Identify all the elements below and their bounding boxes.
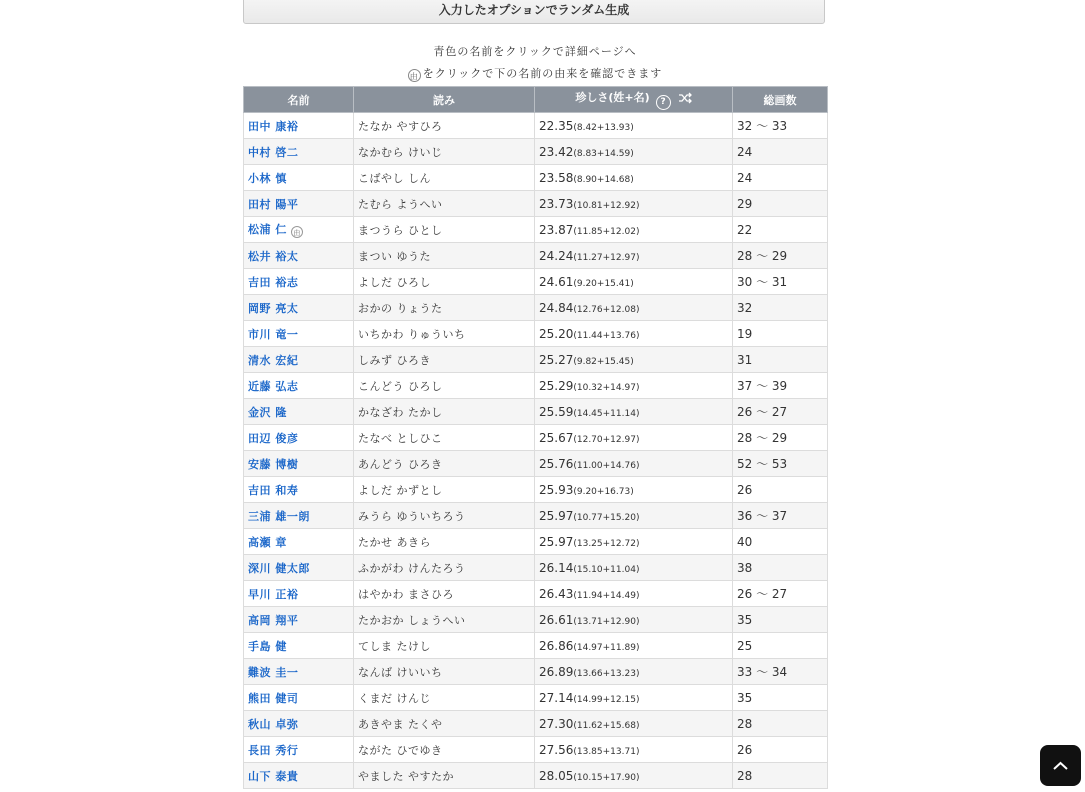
name-link[interactable]: 田辺 俊彦 bbox=[248, 431, 299, 445]
shuffle-icon[interactable] bbox=[679, 92, 692, 107]
cell-name bbox=[244, 529, 354, 555]
cell-yomi: まつい ゆうた bbox=[354, 243, 535, 269]
rarity-parts: (8.90+14.68) bbox=[573, 174, 634, 185]
rarity-parts: (9.20+16.73) bbox=[573, 486, 634, 497]
rarity-parts: (11.27+12.97) bbox=[573, 252, 640, 263]
cell-strokes: 35 bbox=[733, 685, 828, 711]
cell-strokes: 32 〜 33 bbox=[733, 113, 828, 139]
cell-yomi: なんば けいいち bbox=[354, 659, 535, 685]
cell-strokes: 28 bbox=[733, 763, 828, 789]
cell-yomi: みうら ゆういちろう bbox=[354, 503, 535, 529]
cell-strokes: 52 〜 53 bbox=[733, 451, 828, 477]
cell-name bbox=[244, 607, 354, 633]
cell-strokes: 29 bbox=[733, 191, 828, 217]
cell-yomi: あきやま たくや bbox=[354, 711, 535, 737]
cell-name bbox=[244, 165, 354, 191]
rarity-total: 26.89 bbox=[539, 664, 574, 679]
rarity-parts: (11.00+14.76) bbox=[573, 460, 640, 471]
rarity-total: 25.76 bbox=[539, 456, 574, 471]
cell-name bbox=[244, 347, 354, 373]
header-yomi[interactable]: 読み bbox=[354, 87, 535, 113]
name-link[interactable]: 難波 圭一 bbox=[248, 665, 299, 679]
table-row bbox=[244, 399, 828, 425]
cell-rarity bbox=[535, 399, 733, 425]
rarity-total: 28.05 bbox=[539, 768, 574, 783]
cell-name bbox=[244, 581, 354, 607]
cell-yomi: こばやし しん bbox=[354, 165, 535, 191]
name-link[interactable]: 早川 正裕 bbox=[248, 587, 299, 601]
name-link[interactable]: 熊田 健司 bbox=[248, 691, 299, 705]
cell-yomi: たなか やすひろ bbox=[354, 113, 535, 139]
cell-rarity bbox=[535, 477, 733, 503]
cell-name bbox=[244, 269, 354, 295]
rarity-total: 25.29 bbox=[539, 378, 574, 393]
rarity-total: 25.27 bbox=[539, 352, 574, 367]
header-rarity-label[interactable]: 珍しさ(姓+名) bbox=[575, 91, 650, 104]
cell-strokes: 40 bbox=[733, 529, 828, 555]
rarity-parts: (9.82+15.45) bbox=[573, 356, 634, 367]
name-link[interactable]: 高岡 翔平 bbox=[248, 613, 299, 627]
rarity-parts: (12.70+12.97) bbox=[573, 434, 640, 445]
rarity-parts: (11.85+12.02) bbox=[573, 226, 640, 237]
rarity-parts: (13.85+13.71) bbox=[573, 746, 640, 757]
cell-yomi: はやかわ まさひろ bbox=[354, 581, 535, 607]
cell-name bbox=[244, 191, 354, 217]
cell-strokes: 25 bbox=[733, 633, 828, 659]
rarity-total: 25.20 bbox=[539, 326, 574, 341]
name-link[interactable]: 吉田 和寿 bbox=[248, 483, 299, 497]
cell-strokes: 26 bbox=[733, 477, 828, 503]
cell-name bbox=[244, 321, 354, 347]
cell-name bbox=[244, 139, 354, 165]
cell-yomi: たかおか しょうへい bbox=[354, 607, 535, 633]
cell-name bbox=[244, 217, 354, 243]
table-row bbox=[244, 711, 828, 737]
table-row bbox=[244, 503, 828, 529]
table-row bbox=[244, 269, 828, 295]
table-row bbox=[244, 477, 828, 503]
cell-rarity bbox=[535, 555, 733, 581]
rarity-total: 27.56 bbox=[539, 742, 574, 757]
table-row bbox=[244, 139, 828, 165]
header-name[interactable]: 名前 bbox=[244, 87, 354, 113]
cell-rarity bbox=[535, 581, 733, 607]
back-to-top-button[interactable] bbox=[1040, 745, 1081, 786]
cell-yomi: くまだ けんじ bbox=[354, 685, 535, 711]
cell-rarity bbox=[535, 763, 733, 789]
rarity-total: 23.87 bbox=[539, 222, 574, 237]
cell-yomi: たなべ としひこ bbox=[354, 425, 535, 451]
table-row bbox=[244, 451, 828, 477]
name-link[interactable]: 田中 康裕 bbox=[248, 119, 299, 133]
rarity-total: 27.14 bbox=[539, 690, 574, 705]
question-circle-icon[interactable]: ? bbox=[656, 95, 671, 110]
rarity-parts: (10.15+17.90) bbox=[573, 772, 640, 783]
rarity-total: 25.67 bbox=[539, 430, 574, 445]
table-row bbox=[244, 243, 828, 269]
cell-rarity bbox=[535, 269, 733, 295]
cell-rarity bbox=[535, 191, 733, 217]
name-link[interactable]: 吉田 裕志 bbox=[248, 275, 299, 289]
cell-strokes: 26 bbox=[733, 737, 828, 763]
rarity-parts: (10.81+12.92) bbox=[573, 200, 640, 211]
name-link[interactable]: 山下 泰貴 bbox=[248, 769, 299, 783]
name-link[interactable]: 中村 啓二 bbox=[248, 145, 299, 159]
table-row bbox=[244, 763, 828, 789]
cell-yomi: たむら ようへい bbox=[354, 191, 535, 217]
cell-yomi: こんどう ひろし bbox=[354, 373, 535, 399]
name-link[interactable]: 金沢 隆 bbox=[248, 405, 287, 419]
table-row bbox=[244, 685, 828, 711]
rarity-total: 23.73 bbox=[539, 196, 574, 211]
rarity-parts: (11.62+15.68) bbox=[573, 720, 640, 731]
cell-name bbox=[244, 659, 354, 685]
cell-name bbox=[244, 451, 354, 477]
cell-name bbox=[244, 113, 354, 139]
header-strokes[interactable]: 総画数 bbox=[733, 87, 828, 113]
cell-strokes: 24 bbox=[733, 165, 828, 191]
cell-rarity bbox=[535, 347, 733, 373]
header-rarity[interactable] bbox=[535, 87, 733, 113]
yurai-icon: 由 bbox=[408, 69, 421, 82]
cell-name bbox=[244, 737, 354, 763]
cell-name bbox=[244, 503, 354, 529]
name-results-table bbox=[243, 86, 828, 789]
cell-strokes: 24 bbox=[733, 139, 828, 165]
table-row bbox=[244, 607, 828, 633]
name-link[interactable]: 市川 竜一 bbox=[248, 327, 299, 341]
cell-strokes: 36 〜 37 bbox=[733, 503, 828, 529]
cell-rarity bbox=[535, 165, 733, 191]
cell-name bbox=[244, 399, 354, 425]
rarity-parts: (13.25+12.72) bbox=[573, 538, 640, 549]
cell-strokes: 35 bbox=[733, 607, 828, 633]
cell-name bbox=[244, 555, 354, 581]
rarity-parts: (14.45+11.14) bbox=[573, 408, 640, 419]
cell-strokes: 28 〜 29 bbox=[733, 243, 828, 269]
cell-strokes: 26 〜 27 bbox=[733, 581, 828, 607]
cell-rarity bbox=[535, 633, 733, 659]
rarity-total: 25.93 bbox=[539, 482, 574, 497]
cell-yomi: よしだ かずとし bbox=[354, 477, 535, 503]
cell-name bbox=[244, 685, 354, 711]
rarity-total: 27.30 bbox=[539, 716, 574, 731]
cell-strokes: 38 bbox=[733, 555, 828, 581]
cell-rarity bbox=[535, 243, 733, 269]
cell-strokes: 28 〜 29 bbox=[733, 425, 828, 451]
random-generate-button[interactable] bbox=[243, 0, 825, 24]
cell-name bbox=[244, 295, 354, 321]
note-click-yurai-text: をクリックで下の名前の由来を確認できます bbox=[422, 67, 663, 80]
cell-name bbox=[244, 425, 354, 451]
rarity-total: 23.42 bbox=[539, 144, 574, 159]
cell-name bbox=[244, 477, 354, 503]
cell-yomi: まつうら ひとし bbox=[354, 217, 535, 243]
name-link[interactable]: 深川 健太郎 bbox=[248, 561, 310, 575]
table-row bbox=[244, 633, 828, 659]
rarity-total: 24.84 bbox=[539, 300, 574, 315]
cell-yomi: かなざわ たかし bbox=[354, 399, 535, 425]
cell-rarity bbox=[535, 113, 733, 139]
rarity-total: 25.97 bbox=[539, 534, 574, 549]
name-link[interactable]: 高瀬 章 bbox=[248, 535, 287, 549]
cell-name bbox=[244, 633, 354, 659]
cell-strokes: 22 bbox=[733, 217, 828, 243]
name-link[interactable]: 岡野 亮太 bbox=[248, 301, 299, 315]
rarity-parts: (9.20+15.41) bbox=[573, 278, 634, 289]
rarity-parts: (14.99+12.15) bbox=[573, 694, 640, 705]
note-click-yurai bbox=[243, 65, 827, 82]
name-link[interactable]: 三浦 雄一朗 bbox=[248, 509, 310, 523]
table-row bbox=[244, 321, 828, 347]
chevron-up-icon bbox=[1053, 761, 1068, 771]
table-row bbox=[244, 295, 828, 321]
table-row bbox=[244, 425, 828, 451]
table-row bbox=[244, 529, 828, 555]
rarity-total: 26.86 bbox=[539, 638, 574, 653]
cell-rarity bbox=[535, 685, 733, 711]
cell-yomi: よしだ ひろし bbox=[354, 269, 535, 295]
cell-yomi: ながた ひでゆき bbox=[354, 737, 535, 763]
cell-yomi: ふかがわ けんたろう bbox=[354, 555, 535, 581]
rarity-parts: (11.94+14.49) bbox=[573, 590, 640, 601]
cell-strokes: 37 〜 39 bbox=[733, 373, 828, 399]
cell-rarity bbox=[535, 503, 733, 529]
rarity-total: 24.24 bbox=[539, 248, 574, 263]
note-click-blue-name: 青色の名前をクリックで詳細ページへ bbox=[433, 45, 637, 58]
cell-yomi: なかむら けいじ bbox=[354, 139, 535, 165]
table-row bbox=[244, 347, 828, 373]
cell-yomi: あんどう ひろき bbox=[354, 451, 535, 477]
rarity-total: 25.59 bbox=[539, 404, 574, 419]
cell-rarity bbox=[535, 321, 733, 347]
rarity-total: 26.14 bbox=[539, 560, 574, 575]
table-row bbox=[244, 555, 828, 581]
cell-rarity bbox=[535, 529, 733, 555]
cell-rarity bbox=[535, 607, 733, 633]
name-link[interactable]: 手島 健 bbox=[248, 639, 287, 653]
rarity-parts: (8.42+13.93) bbox=[573, 122, 634, 133]
cell-yomi: いちかわ りゅういち bbox=[354, 321, 535, 347]
cell-rarity bbox=[535, 295, 733, 321]
cell-yomi: しみず ひろき bbox=[354, 347, 535, 373]
cell-name bbox=[244, 763, 354, 789]
cell-rarity bbox=[535, 737, 733, 763]
cell-rarity bbox=[535, 217, 733, 243]
cell-rarity bbox=[535, 711, 733, 737]
name-link[interactable]: 安藤 博樹 bbox=[248, 457, 299, 471]
table-row bbox=[244, 737, 828, 763]
cell-name bbox=[244, 373, 354, 399]
cell-yomi: たかせ あきら bbox=[354, 529, 535, 555]
random-generate-label: 入力したオプションでランダム生成 bbox=[438, 3, 630, 17]
rarity-parts: (12.76+12.08) bbox=[573, 304, 640, 315]
cell-strokes: 19 bbox=[733, 321, 828, 347]
rarity-parts: (13.71+12.90) bbox=[573, 616, 640, 627]
rarity-parts: (8.83+14.59) bbox=[573, 148, 634, 159]
cell-strokes: 30 〜 31 bbox=[733, 269, 828, 295]
cell-strokes: 33 〜 34 bbox=[733, 659, 828, 685]
rarity-total: 24.61 bbox=[539, 274, 574, 289]
table-header-row bbox=[244, 87, 828, 113]
table-row bbox=[244, 113, 828, 139]
cell-name bbox=[244, 243, 354, 269]
cell-yomi: てしま たけし bbox=[354, 633, 535, 659]
yurai-icon[interactable]: 由 bbox=[291, 226, 303, 238]
cell-name bbox=[244, 711, 354, 737]
rarity-parts: (13.66+13.23) bbox=[573, 668, 640, 679]
rarity-total: 26.43 bbox=[539, 586, 574, 601]
rarity-parts: (15.10+11.04) bbox=[573, 564, 640, 575]
table-row bbox=[244, 581, 828, 607]
name-link[interactable]: 松浦 仁 bbox=[248, 223, 287, 236]
cell-strokes: 31 bbox=[733, 347, 828, 373]
rarity-parts: (10.32+14.97) bbox=[573, 382, 640, 393]
table-row bbox=[244, 165, 828, 191]
cell-rarity bbox=[535, 451, 733, 477]
cell-strokes: 28 bbox=[733, 711, 828, 737]
cell-rarity bbox=[535, 659, 733, 685]
cell-rarity bbox=[535, 425, 733, 451]
cell-yomi: おかの りょうた bbox=[354, 295, 535, 321]
cell-strokes: 32 bbox=[733, 295, 828, 321]
name-link[interactable]: 田村 陽平 bbox=[248, 197, 299, 211]
table-row bbox=[244, 373, 828, 399]
name-link[interactable]: 松井 裕太 bbox=[248, 249, 299, 263]
name-link[interactable]: 秋山 卓弥 bbox=[248, 717, 299, 731]
rarity-parts: (11.44+13.76) bbox=[573, 330, 640, 341]
name-link[interactable]: 清水 宏紀 bbox=[248, 353, 299, 367]
rarity-total: 22.35 bbox=[539, 118, 574, 133]
rarity-total: 26.61 bbox=[539, 612, 574, 627]
cell-rarity bbox=[535, 373, 733, 399]
cell-yomi: やました やすたか bbox=[354, 763, 535, 789]
rarity-total: 25.97 bbox=[539, 508, 574, 523]
table-row bbox=[244, 217, 828, 243]
rarity-parts: (10.77+15.20) bbox=[573, 512, 640, 523]
name-link[interactable]: 小林 慎 bbox=[248, 171, 287, 185]
rarity-parts: (14.97+11.89) bbox=[573, 642, 640, 653]
cell-strokes: 26 〜 27 bbox=[733, 399, 828, 425]
cell-rarity bbox=[535, 139, 733, 165]
name-link[interactable]: 近藤 弘志 bbox=[248, 379, 299, 393]
table-row bbox=[244, 659, 828, 685]
table-row bbox=[244, 191, 828, 217]
rarity-total: 23.58 bbox=[539, 170, 574, 185]
name-link[interactable]: 長田 秀行 bbox=[248, 743, 299, 757]
